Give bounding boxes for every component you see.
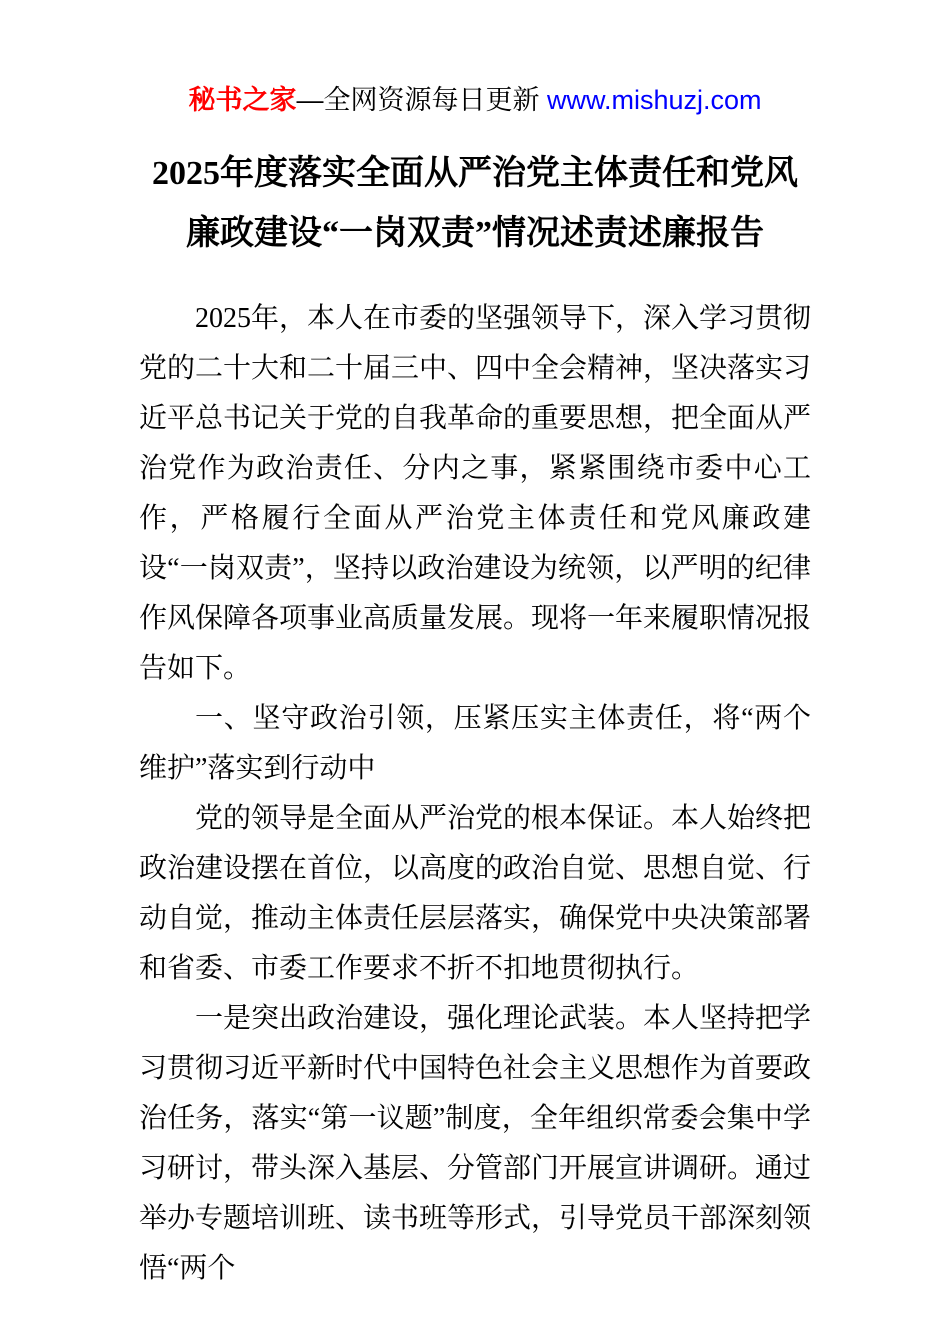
paragraph-theory-arming: 一是突出政治建设，强化理论武装。本人坚持把学习贯彻习近平新时代中国特色社会主义思想作为首要政治任务，落实“第一议题”制度，全年组织常委会集中学习研讨，带头深入基层、分管部门开展宣讲调研。通过举办专题培训班、读书班等形式，引导党员干部深刻领悟“两个 [139,1003,812,1284]
paragraph-intro: 2025年，本人在市委的坚强领导下，深入学习贯彻党的二十大和二十届三中、四中全会精神，坚决落实习近平总书记关于党的自我革命的重要思想，把全面从严治党作为政治责任、分内之事，紧紧围绕市委中心工作，严格履行全面从严治党主体责任和党风廉政建设“一岗双责”，坚持以政治建设为统领，以严明的纪律作风保障各项事业高质量发展。现将一年来履职情况报告如下。 [139,303,812,684]
section-heading-1: 一、坚守政治引领，压紧压实主体责任，将“两个维护”落实到行动中 [139,703,811,784]
site-brand: 秘书之家 [188,85,297,115]
document-body [139,294,811,1294]
paragraph-political-leadership: 党的领导是全面从严治党的根本保证。本人始终把政治建设摆在首位，以高度的政治自觉、思想自觉、行动自觉，推动主体责任层层落实，确保党中央决策部署和省委、市委工作要求不折不扣地贯彻执行。 [139,803,812,984]
site-header [0,80,950,120]
site-tagline: —全网资源每日更新 [296,85,547,115]
document-title: 2025年度落实全面从严治党主体责任和党风廉政建设“一岗双责”情况述责述廉报告 [152,155,798,252]
site-url-link[interactable]: www.mishuzj.com [546,85,762,115]
